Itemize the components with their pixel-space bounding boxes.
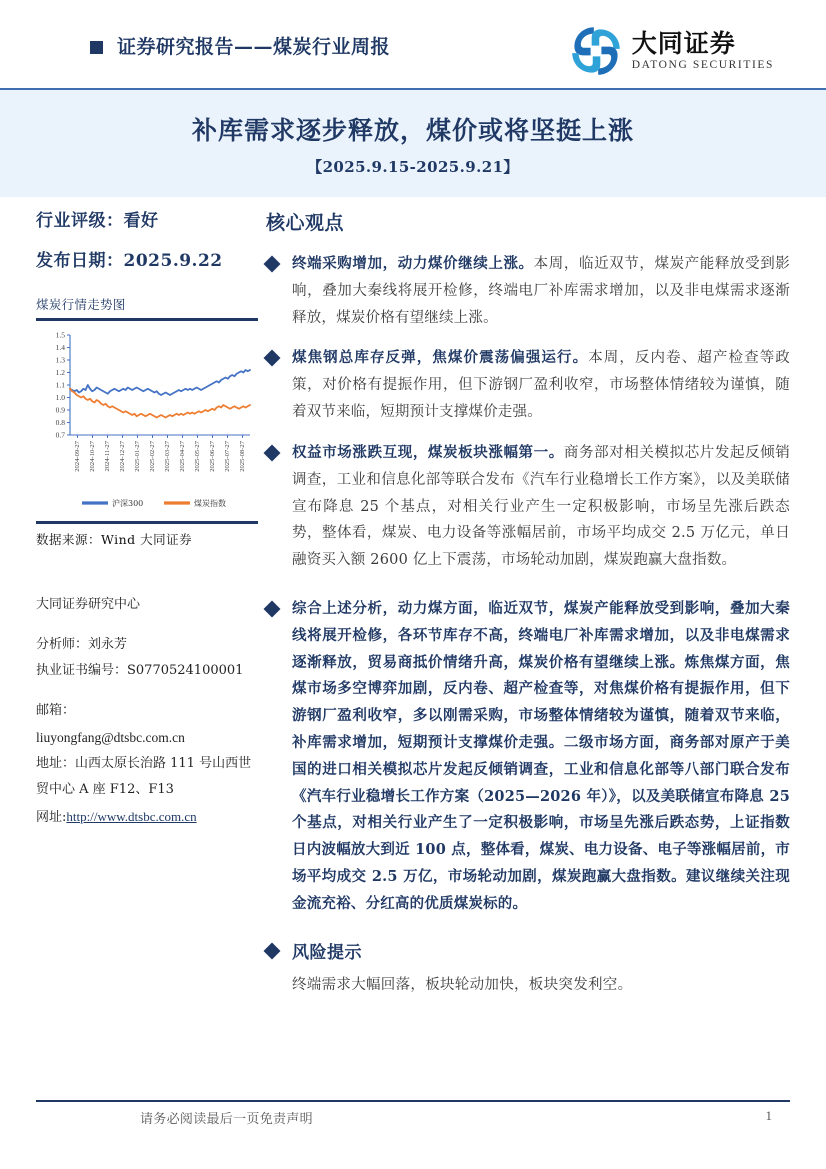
chart-top-rule [36, 318, 258, 321]
email-label: 邮箱： [36, 703, 76, 718]
diamond-bullet-icon [264, 350, 281, 367]
core-view-lead: 终端采购增加，动力煤价继续上涨。 [292, 255, 534, 272]
logo-text [631, 28, 774, 72]
footer-rule [36, 1100, 790, 1102]
title-band [0, 88, 826, 197]
diamond-bullet-icon [264, 600, 281, 617]
datong-pinwheel-icon [569, 24, 623, 78]
spacer [36, 684, 258, 698]
core-view-item [266, 251, 790, 331]
main-content [266, 208, 790, 994]
svg-text:2025-06-27: 2025-06-27 [209, 441, 217, 472]
page-header [0, 0, 826, 88]
header-breadcrumb: 证券研究报告——煤炭行业周报 [117, 36, 391, 58]
svg-text:沪深300: 沪深300 [112, 499, 144, 508]
core-view-lead: 权益市场涨跌互现，煤炭板块涨幅第一。 [292, 443, 564, 461]
svg-text:0.7: 0.7 [55, 430, 65, 440]
svg-text:2025-08-27: 2025-08-27 [239, 441, 247, 472]
page-title: 补库需求逐步释放，煤价或将坚挺上涨 [191, 116, 634, 145]
core-view-text [292, 251, 790, 331]
diamond-bullet-icon [264, 256, 281, 273]
svg-text:2025-01-27: 2025-01-27 [134, 441, 142, 472]
research-center: 大同证券研究中心 [36, 597, 141, 612]
website-row [36, 803, 258, 831]
core-view-item [266, 440, 790, 574]
diamond-bullet-icon [264, 444, 281, 461]
svg-text:2024-09-27: 2024-09-27 [74, 441, 82, 472]
analyst-name: 分析师：刘永芳 [36, 637, 128, 652]
industry-rating: 行业评级：看好 [36, 211, 159, 231]
risk-body: 终端需求大幅回落，板块轮动加快，板块突发利空。 [292, 976, 633, 993]
company-logo [569, 24, 774, 78]
svg-text:2024-11-27: 2024-11-27 [104, 441, 112, 472]
footer-disclaimer: 请务必阅读最后一页免责声明 [140, 1112, 313, 1127]
svg-text:1.5: 1.5 [55, 330, 65, 340]
logo-company-en: DATONG SECURITIES [631, 58, 774, 71]
summary-text: 综合上述分析，动力煤方面，临近双节，煤炭产能释放受到影响，叠加大秦线将展开检修，各环节库存不高，终端电厂补库需求增加，以及非电煤需求逐渐释放，贸易商抵价情绪升高，煤炭价格有望继续上涨。炼焦煤方面，焦煤市场多空博弈加剧，反内卷、超产检查等，对焦煤价格有提振作用，但下游钢厂盈利收窄，多以刚需采购，市场整体情绪较为谨慎，随着双节来临，补库需求增加，短期预计支撑煤价走强。二级市场方面，商务部对原产于美国的进口相关模拟芯片发起反倾销调查，工业和信息化部等八部门联合发布《汽车行业稳增长工作方案（2025—2026 年）》，以及美联储宣布降息 25 个基点，对相关行业产生了一定积极影响，市场呈先涨后跌态势，上证指数日内波幅放大到近 100 点，整体看，煤炭、电力设备、电子等涨幅居前，市场平均成交 2.5 万亿，市场轮动加剧，煤炭跑赢大盘指数。建议继续关注现金流充裕、分红高的优质煤炭标的。 [292, 599, 790, 912]
publish-date: 发布日期：2025.9.22 [36, 251, 223, 271]
risk-heading: 风险提示 [292, 942, 362, 963]
svg-text:1.4: 1.4 [55, 343, 65, 353]
left-sidebar [36, 206, 258, 831]
svg-text:2025-03-27: 2025-03-27 [164, 441, 172, 472]
report-period: 【2025.9.15-2025.9.21】 [307, 158, 519, 176]
diamond-bullet-icon [264, 942, 281, 959]
contact-block [36, 592, 258, 831]
core-view-lead: 煤焦钢总库存反弹，焦煤价震荡偏强运行。 [292, 349, 589, 367]
svg-text:1.2: 1.2 [55, 368, 65, 378]
svg-text:2025-04-27: 2025-04-27 [179, 441, 187, 472]
core-views-heading: 核心观点 [266, 212, 345, 234]
risk-item [266, 938, 790, 963]
website-link[interactable]: http://www.dtsbc.com.cn [66, 809, 197, 824]
core-view-text [292, 440, 790, 574]
core-view-text [292, 345, 790, 425]
analyst-cert: 执业证书编号：S0770524100001 [36, 663, 244, 678]
coal-trend-chart [36, 327, 258, 517]
footer-page-number: 1 [765, 1108, 772, 1123]
summary-item [266, 596, 790, 918]
svg-text:2024-12-27: 2024-12-27 [119, 441, 127, 472]
website-label: 网址: [36, 810, 67, 825]
svg-text:1.1: 1.1 [55, 380, 65, 390]
svg-text:煤炭指数: 煤炭指数 [194, 499, 226, 508]
chart-data-source: 数据来源：Wind 大同证券 [36, 532, 193, 547]
svg-text:2025-02-27: 2025-02-27 [149, 441, 157, 472]
chart-svg [36, 327, 258, 517]
office-address: 地址：山西太原长治路 111 号山西世贸中心 A 座 F12、F13 [36, 756, 252, 797]
svg-text:2025-05-27: 2025-05-27 [194, 441, 202, 472]
svg-text:0.8: 0.8 [55, 418, 65, 428]
core-view-body: 商务部对相关模拟芯片发起反倾销调查，工业和信息化部等联合发布《汽车行业稳增长工作方案》，以及美联储宣布降息 25 个基点，对相关行业产生一定积极影响，市场呈先涨后跌态势，整体看，煤炭、电力设备等涨幅居前，市场平均成交 2.5 万亿元，单日融资买入额 2600 亿上下震荡，市场轮动加剧，煤炭跑赢大盘指数。 [292, 444, 790, 569]
spacer [36, 618, 258, 632]
svg-text:1.0: 1.0 [55, 393, 65, 403]
chart-caption: 煤炭行情走势图 [36, 297, 126, 312]
svg-text:2025-07-27: 2025-07-27 [224, 441, 232, 472]
logo-company-cn: 大同证券 [631, 28, 736, 58]
core-view-body: 本周，临近双节，煤炭产能释放受到影响，叠加大秦线将展开检修，终端电厂补库需求增加，以及非电煤需求逐渐释放，煤炭价格有望继续上涨。 [292, 256, 790, 326]
core-view-item [266, 345, 790, 425]
svg-text:2024-10-27: 2024-10-27 [89, 441, 97, 472]
svg-text:1.3: 1.3 [55, 355, 65, 365]
core-view-body: 本周，反内卷、超产检查等政策，对价格有提振作用，但下游钢厂盈利收窄，市场整体情绪较为谨慎，随着双节来临，短期预计支撑煤价走强。 [292, 350, 790, 421]
chart-bottom-rule [36, 521, 258, 524]
analyst-email[interactable]: liuyongfang@dtsbc.com.cn [36, 730, 185, 745]
coal-trend-chart-box [36, 295, 258, 548]
header-bullet-square [90, 41, 103, 54]
svg-text:0.9: 0.9 [55, 405, 65, 415]
